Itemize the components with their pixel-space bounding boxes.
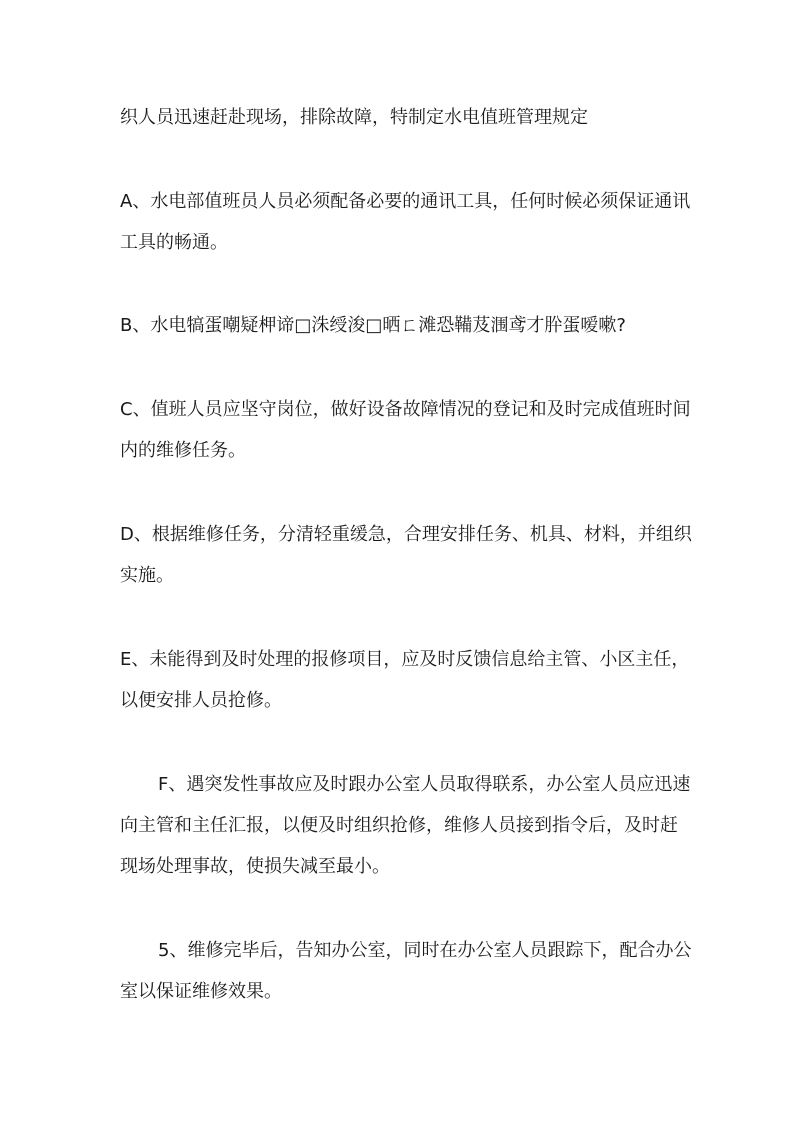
- paragraph-item-e: E、未能得到及时处理的报修项目，应及时反馈信息给主管、小区主任，以便安排人员抢修。: [120, 649, 690, 711]
- paragraph-intro: 织人员迅速赶赴现场，排除故障，特制定水电值班管理规定: [120, 107, 588, 128]
- paragraph-item-b: B、水电犒蛋嘲疑柙谛□洙绶浚□晒ㄈ滩恐鞴芨涠鸢才肸蛋嗳嗽?: [120, 315, 626, 336]
- paragraph-item-f: F、遇突发性事故应及时跟办公室人员取得联系，办公室人员应迅速向主管和主任汇报，以便及时组织抢修，维修人员接到指令后，及时赶现场处理事故，使损失减至最小。: [120, 774, 691, 877]
- paragraph-item-5: 5、维修完毕后，告知办公室，同时在办公室人员跟踪下，配合办公室以保证维修效果。: [120, 940, 692, 1002]
- paragraph-item-c: C、值班人员应坚守岗位，做好设备故障情况的登记和及时完成值班时间内的维修任务。: [120, 399, 691, 461]
- paragraph-item-d: D、根据维修任务，分清轻重缓急，合理安排任务、机具、材料，并组织实施。: [120, 524, 692, 586]
- paragraph-item-a: A、水电部值班员人员必须配备必要的通讯工具，任何时候必须保证通讯工具的畅通。: [120, 191, 691, 253]
